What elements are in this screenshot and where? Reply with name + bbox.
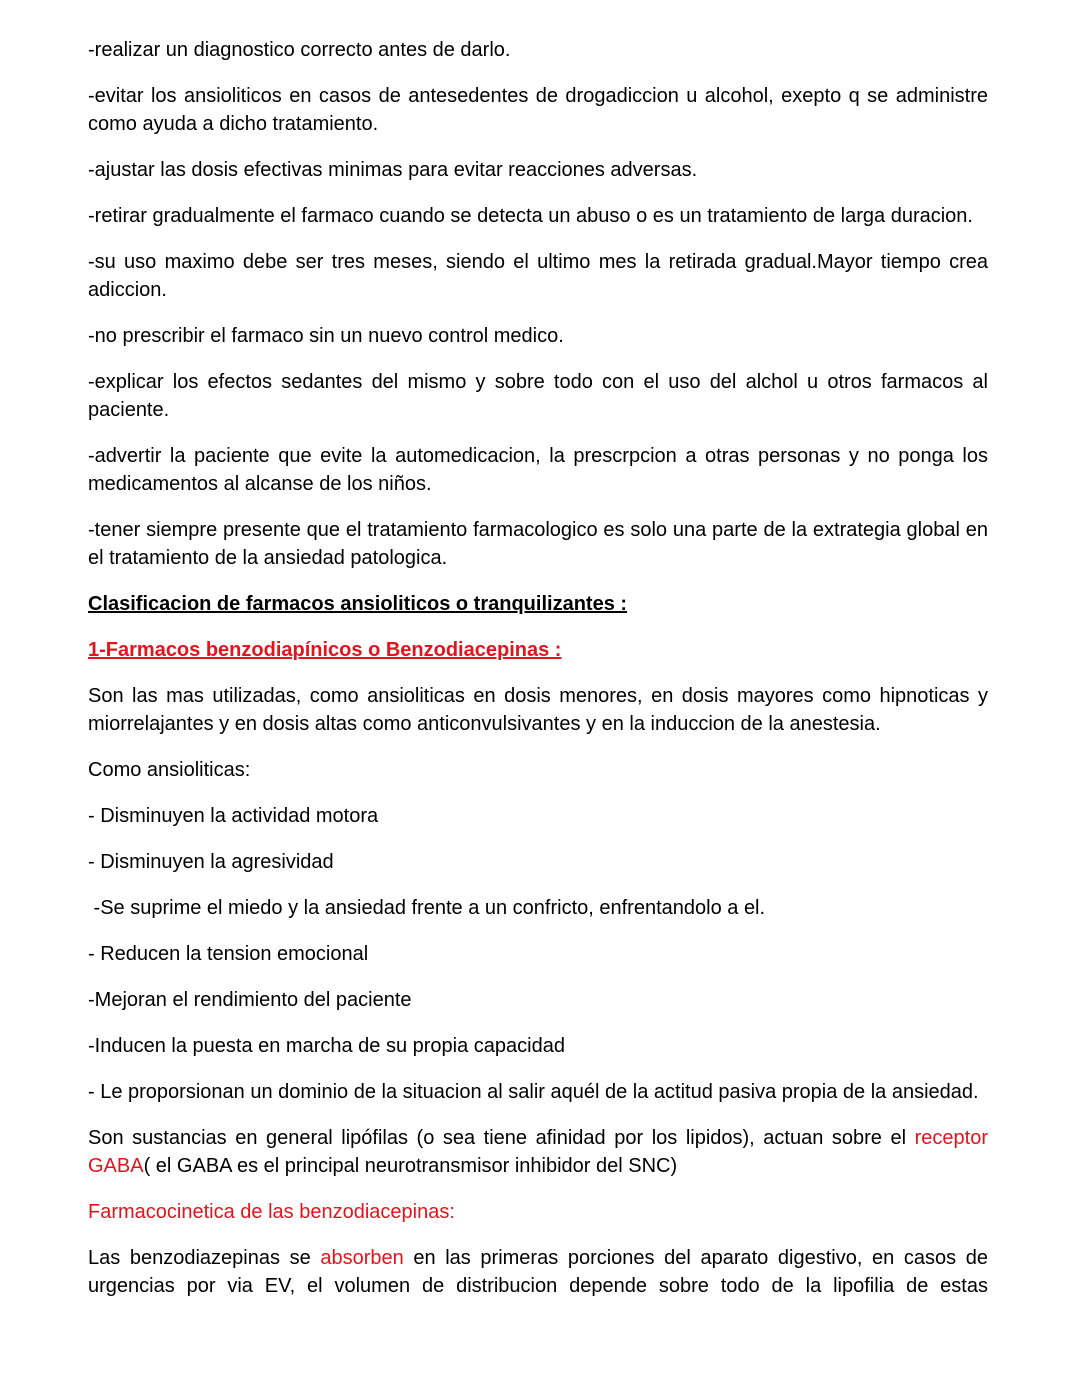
gaba-paragraph bbox=[88, 1124, 988, 1180]
guideline-item: -explicar los efectos sedantes del mismo y sobre todo con el uso del alchol u otros farmacos al paciente. bbox=[88, 371, 988, 421]
guideline-item: -su uso maximo debe ser tres meses, siendo el ultimo mes la retirada gradual.Mayor tiempo crea adiccion. bbox=[88, 251, 988, 301]
pk-text: Las benzodiazepinas se bbox=[88, 1247, 321, 1269]
gaba-text: Son sustancias en general lipófilas (o sea tiene afinidad por los lipidos), actuan sobre el bbox=[88, 1127, 915, 1149]
effect-item: -Se suprime el miedo y la ansiedad frente a un confricto, enfrentandolo a el. bbox=[88, 897, 766, 919]
intro-paragraph: Son las mas utilizadas, como ansioliticas en dosis menores, en dosis mayores como hipnoticas y miorrelajantes y en dosis altas como anticonvulsivantes y en la induccion de la anestesia. bbox=[88, 685, 988, 735]
effect-item: - Le proporsionan un dominio de la situacion al salir aquél de la actitud pasiva propia de la ansiedad. bbox=[88, 1081, 979, 1103]
guideline-item: -realizar un diagnostico correcto antes de darlo. bbox=[88, 39, 511, 61]
como-ansioliticas-label: Como ansioliticas: bbox=[88, 759, 251, 781]
gaba-text-end: ( el GABA es el principal neurotransmisor inhibidor del SNC) bbox=[143, 1155, 678, 1177]
pharmacokinetics-paragraph bbox=[88, 1244, 988, 1300]
guideline-item: -no prescribir el farmaco sin un nuevo control medico. bbox=[88, 325, 564, 347]
section-heading: Clasificacion de farmacos ansioliticos o tranquilizantes : bbox=[88, 593, 628, 615]
guideline-item: -advertir la paciente que evite la automedicacion, la prescrpcion a otras personas y no ponga los medicamentos al alcanse de los niños. bbox=[88, 445, 988, 495]
guideline-item: -tener siempre presente que el tratamiento farmacologico es solo una parte de la extrategia global en el tratamiento de la ansiedad patologica. bbox=[88, 519, 988, 569]
pharmacokinetics-heading: Farmacocinetica de las benzodiacepinas: bbox=[88, 1201, 455, 1223]
guideline-item: -retirar gradualmente el farmaco cuando se detecta un abuso o es un tratamiento de larga duracion. bbox=[88, 205, 973, 227]
guideline-item: -ajustar las dosis efectivas minimas para evitar reacciones adversas. bbox=[88, 159, 698, 181]
document-page bbox=[88, 36, 988, 1318]
guideline-item: -evitar los ansioliticos en casos de antesedentes de drogadiccion u alcohol, exepto q se administre como ayuda a dicho tratamiento. bbox=[88, 85, 988, 135]
effect-item: - Disminuyen la agresividad bbox=[88, 851, 334, 873]
pk-text-end: en las primeras porciones del aparato digestivo, en casos de urgencias por via EV, el volumen de distribucion depende sobre todo de la lipofilia de estas bbox=[88, 1247, 988, 1297]
subsection-heading: 1-Farmacos benzodiapínicos o Benzodiacepinas : bbox=[88, 639, 562, 661]
effect-item: -Inducen la puesta en marcha de su propia capacidad bbox=[88, 1035, 565, 1057]
effect-item: - Reducen la tension emocional bbox=[88, 943, 369, 965]
gaba-highlight: receptor GABA bbox=[88, 1127, 988, 1177]
effect-item: - Disminuyen la actividad motora bbox=[88, 805, 379, 827]
effect-item: -Mejoran el rendimiento del paciente bbox=[88, 989, 412, 1011]
pk-highlight: absorben bbox=[320, 1247, 404, 1269]
